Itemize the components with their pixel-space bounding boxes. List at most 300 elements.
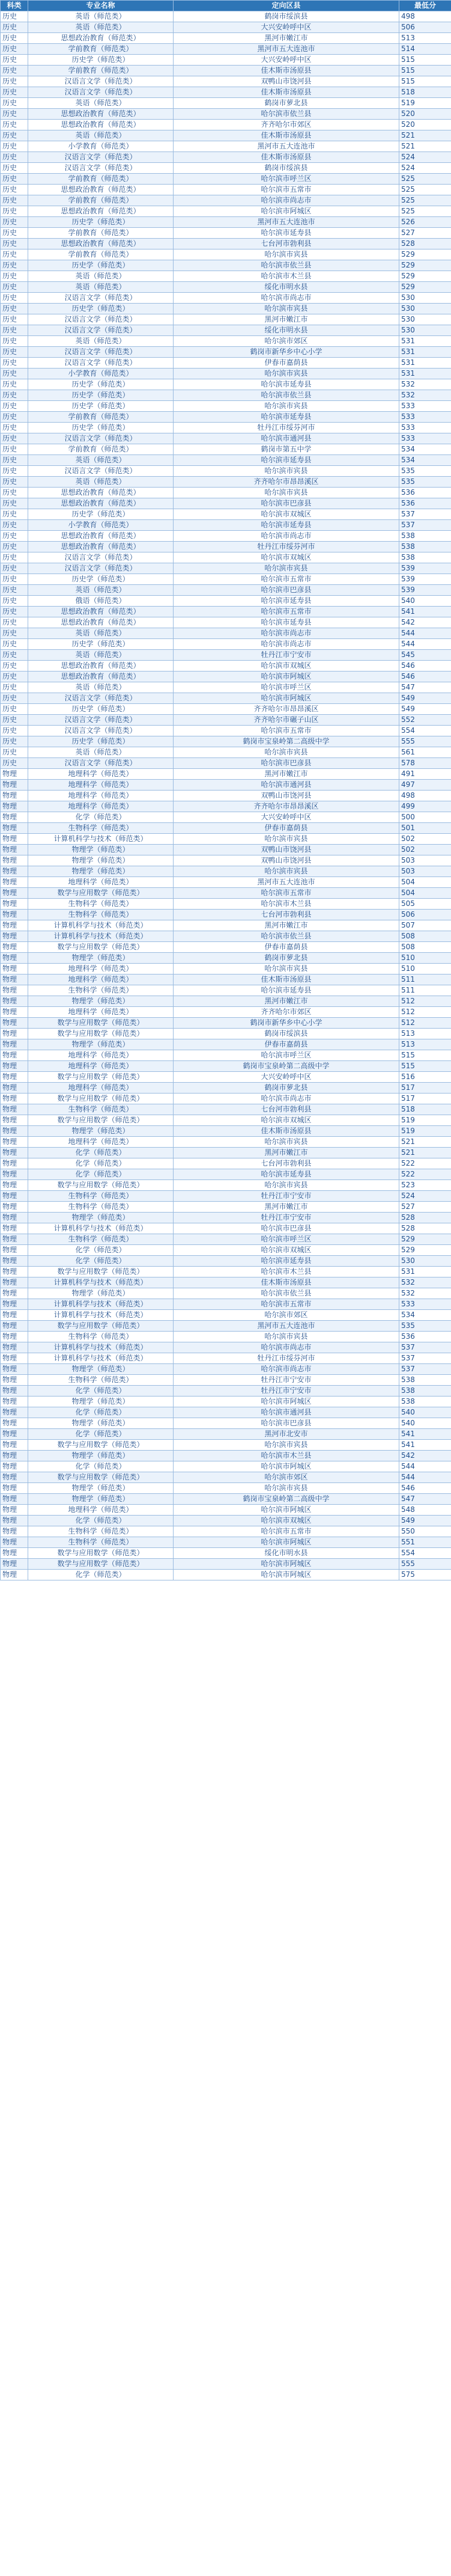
- subject-cell: 物理: [1, 910, 28, 920]
- region-cell: 哈尔滨市呼兰区: [174, 682, 399, 693]
- subject-cell: 物理: [1, 1526, 28, 1537]
- region-cell: 双鸭山市饶河县: [174, 76, 399, 87]
- region-cell: 牡丹江市绥芬河市: [174, 1353, 399, 1364]
- region-cell: 伊春市嘉荫县: [174, 358, 399, 369]
- major-cell: 计算机科学与技术（师范类）: [28, 920, 174, 931]
- subject-cell: 物理: [1, 942, 28, 953]
- subject-cell: 历史: [1, 217, 28, 228]
- subject-cell: 历史: [1, 433, 28, 444]
- table-row: [1, 650, 451, 661]
- major-cell: 思想政治教育（师范类）: [28, 672, 174, 682]
- major-cell: 汉语言文学（师范类）: [28, 152, 174, 163]
- major-cell: 历史学（师范类）: [28, 639, 174, 650]
- region-cell: 哈尔滨市尚志市: [174, 1094, 399, 1104]
- min-score-cell: 520: [399, 109, 451, 120]
- table-row: [1, 314, 451, 325]
- region-cell: 哈尔滨市宾县: [174, 1180, 399, 1191]
- table-row: [1, 769, 451, 780]
- table-row: [1, 1472, 451, 1483]
- table-row: [1, 466, 451, 477]
- major-cell: 俄语（师范类）: [28, 596, 174, 607]
- subject-cell: 物理: [1, 1353, 28, 1364]
- min-score-cell: 502: [399, 834, 451, 845]
- region-cell: 佳木斯市汤原县: [174, 87, 399, 98]
- subject-cell: 物理: [1, 1094, 28, 1104]
- major-cell: 物理学（师范类）: [28, 1213, 174, 1223]
- table-row: [1, 910, 451, 920]
- subject-cell: 历史: [1, 141, 28, 152]
- table-row: [1, 1137, 451, 1148]
- major-cell: 物理学（师范类）: [28, 1364, 174, 1375]
- major-cell: 汉语言文学（师范类）: [28, 563, 174, 574]
- table-row: [1, 866, 451, 877]
- min-score-cell: 517: [399, 1083, 451, 1094]
- table-row: [1, 736, 451, 747]
- major-cell: 英语（师范类）: [28, 628, 174, 639]
- table-row: [1, 964, 451, 974]
- major-cell: 英语（师范类）: [28, 98, 174, 109]
- min-score-cell: 526: [399, 217, 451, 228]
- min-score-cell: 508: [399, 931, 451, 942]
- region-cell: 哈尔滨市阿城区: [174, 1537, 399, 1548]
- region-cell: 哈尔滨市宾县: [174, 964, 399, 974]
- min-score-cell: 529: [399, 1234, 451, 1245]
- subject-cell: 物理: [1, 899, 28, 910]
- min-score-cell: 552: [399, 715, 451, 726]
- table-row: [1, 672, 451, 682]
- region-cell: 哈尔滨市阿城区: [174, 206, 399, 217]
- major-cell: 生物科学（师范类）: [28, 823, 174, 834]
- subject-cell: 物理: [1, 834, 28, 845]
- region-cell: 哈尔滨市宾县: [174, 401, 399, 412]
- table-row: [1, 249, 451, 260]
- table-row: [1, 390, 451, 401]
- min-score-cell: 505: [399, 899, 451, 910]
- region-cell: 黑河市嫩江市: [174, 33, 399, 44]
- subject-cell: 历史: [1, 672, 28, 682]
- subject-cell: 历史: [1, 693, 28, 704]
- min-score-cell: 513: [399, 33, 451, 44]
- subject-cell: 历史: [1, 120, 28, 130]
- table-row: [1, 1267, 451, 1277]
- table-row: [1, 1256, 451, 1267]
- subject-cell: 物理: [1, 1364, 28, 1375]
- subject-cell: 历史: [1, 488, 28, 498]
- min-score-cell: 529: [399, 1245, 451, 1256]
- subject-cell: 物理: [1, 1461, 28, 1472]
- table-row: [1, 996, 451, 1007]
- major-cell: 汉语言文学（师范类）: [28, 715, 174, 726]
- region-cell: 哈尔滨市尚志市: [174, 639, 399, 650]
- major-cell: 物理学（师范类）: [28, 1039, 174, 1050]
- region-cell: 哈尔滨市阿城区: [174, 693, 399, 704]
- min-score-cell: 578: [399, 758, 451, 769]
- region-cell: 哈尔滨市通河县: [174, 780, 399, 791]
- region-cell: 双鸭山市饶河县: [174, 791, 399, 801]
- min-score-cell: 541: [399, 1429, 451, 1440]
- subject-cell: 物理: [1, 1213, 28, 1223]
- min-score-cell: 520: [399, 120, 451, 130]
- major-cell: 生物科学（师范类）: [28, 1332, 174, 1342]
- region-cell: 鹤岗市新华乡中心小学: [174, 347, 399, 358]
- min-score-cell: 537: [399, 1353, 451, 1364]
- subject-cell: 历史: [1, 682, 28, 693]
- major-cell: 历史学（师范类）: [28, 379, 174, 390]
- table-row: [1, 855, 451, 866]
- major-cell: 化学（师范类）: [28, 1570, 174, 1580]
- major-cell: 历史学（师范类）: [28, 574, 174, 585]
- table-row: [1, 174, 451, 185]
- table-row: [1, 260, 451, 271]
- min-score-cell: 497: [399, 780, 451, 791]
- min-score-cell: 551: [399, 1537, 451, 1548]
- min-score-cell: 525: [399, 174, 451, 185]
- table-row: [1, 130, 451, 141]
- subject-cell: 历史: [1, 98, 28, 109]
- min-score-cell: 512: [399, 1018, 451, 1029]
- subject-cell: 历史: [1, 401, 28, 412]
- major-cell: 计算机科学与技术（师范类）: [28, 1299, 174, 1310]
- major-cell: 地理科学（师范类）: [28, 1083, 174, 1094]
- subject-cell: 历史: [1, 271, 28, 282]
- region-cell: 七台河市勃利县: [174, 239, 399, 249]
- region-cell: 黑河市五大连池市: [174, 217, 399, 228]
- min-score-cell: 536: [399, 488, 451, 498]
- min-score-cell: 514: [399, 44, 451, 55]
- table-row: [1, 920, 451, 931]
- table-row: [1, 1321, 451, 1332]
- min-score-cell: 541: [399, 607, 451, 617]
- min-score-cell: 547: [399, 1494, 451, 1505]
- table-row: [1, 87, 451, 98]
- table-row: [1, 66, 451, 76]
- major-cell: 汉语言文学（师范类）: [28, 325, 174, 336]
- subject-cell: 历史: [1, 639, 28, 650]
- major-cell: 化学（师范类）: [28, 1148, 174, 1158]
- table-row: [1, 704, 451, 715]
- subject-cell: 历史: [1, 704, 28, 715]
- subject-cell: 历史: [1, 185, 28, 195]
- region-cell: 哈尔滨市郊区: [174, 336, 399, 347]
- min-score-cell: 503: [399, 855, 451, 866]
- min-score-cell: 534: [399, 1310, 451, 1321]
- major-cell: 历史学（师范类）: [28, 423, 174, 433]
- major-cell: 数学与应用数学（师范类）: [28, 1072, 174, 1083]
- header-major: 专业名称: [28, 1, 174, 11]
- table-row: [1, 1180, 451, 1191]
- subject-cell: 物理: [1, 1483, 28, 1494]
- region-cell: 齐齐哈尔市昂昂溪区: [174, 801, 399, 812]
- table-row: [1, 1007, 451, 1018]
- region-cell: 哈尔滨市五常市: [174, 726, 399, 736]
- table-row: [1, 141, 451, 152]
- table-row: [1, 1039, 451, 1050]
- region-cell: 黑河市五大连池市: [174, 877, 399, 888]
- table-row: [1, 206, 451, 217]
- major-cell: 化学（师范类）: [28, 1461, 174, 1472]
- min-score-cell: 516: [399, 1072, 451, 1083]
- subject-cell: 历史: [1, 282, 28, 293]
- major-cell: 学前教育（师范类）: [28, 174, 174, 185]
- region-cell: 哈尔滨市尚志市: [174, 1342, 399, 1353]
- subject-cell: 历史: [1, 358, 28, 369]
- major-cell: 地理科学（师范类）: [28, 780, 174, 791]
- region-cell: 哈尔滨市郊区: [174, 1472, 399, 1483]
- min-score-cell: 518: [399, 1104, 451, 1115]
- table-row: [1, 325, 451, 336]
- major-cell: 物理学（师范类）: [28, 953, 174, 964]
- region-cell: 齐齐哈尔市郊区: [174, 120, 399, 130]
- major-cell: 汉语言文学（师范类）: [28, 466, 174, 477]
- min-score-cell: 491: [399, 769, 451, 780]
- subject-cell: 历史: [1, 336, 28, 347]
- table-row: [1, 758, 451, 769]
- major-cell: 小学教育（师范类）: [28, 520, 174, 531]
- min-score-cell: 525: [399, 206, 451, 217]
- major-cell: 汉语言文学（师范类）: [28, 433, 174, 444]
- table-row: [1, 628, 451, 639]
- region-cell: 伊春市嘉荫县: [174, 823, 399, 834]
- table-row: [1, 639, 451, 650]
- table-row: [1, 953, 451, 964]
- subject-cell: 物理: [1, 1386, 28, 1397]
- min-score-cell: 538: [399, 1397, 451, 1407]
- min-score-cell: 534: [399, 444, 451, 455]
- major-cell: 地理科学（师范类）: [28, 1137, 174, 1148]
- subject-cell: 历史: [1, 314, 28, 325]
- region-cell: 哈尔滨市延寿县: [174, 1169, 399, 1180]
- major-cell: 物理学（师范类）: [28, 1451, 174, 1461]
- subject-cell: 历史: [1, 509, 28, 520]
- table-row: [1, 22, 451, 33]
- major-cell: 英语（师范类）: [28, 271, 174, 282]
- table-row: [1, 715, 451, 726]
- min-score-cell: 504: [399, 877, 451, 888]
- major-cell: 汉语言文学（师范类）: [28, 758, 174, 769]
- subject-cell: 物理: [1, 812, 28, 823]
- table-row: [1, 1537, 451, 1548]
- subject-cell: 物理: [1, 1537, 28, 1548]
- min-score-cell: 537: [399, 520, 451, 531]
- subject-cell: 历史: [1, 520, 28, 531]
- table-row: [1, 520, 451, 531]
- table-row: [1, 1191, 451, 1202]
- subject-cell: 物理: [1, 920, 28, 931]
- subject-cell: 历史: [1, 563, 28, 574]
- major-cell: 化学（师范类）: [28, 1256, 174, 1267]
- region-cell: 哈尔滨市延寿县: [174, 455, 399, 466]
- table-row: [1, 1018, 451, 1029]
- region-cell: 哈尔滨市延寿县: [174, 596, 399, 607]
- min-score-cell: 531: [399, 1267, 451, 1277]
- region-cell: 哈尔滨市阿城区: [174, 1559, 399, 1570]
- min-score-cell: 511: [399, 974, 451, 985]
- subject-cell: 物理: [1, 866, 28, 877]
- table-row: [1, 228, 451, 239]
- table-row: [1, 877, 451, 888]
- min-score-cell: 513: [399, 1029, 451, 1039]
- min-score-cell: 530: [399, 1256, 451, 1267]
- region-cell: 黑河市嫩江市: [174, 314, 399, 325]
- region-cell: 哈尔滨市延寿县: [174, 520, 399, 531]
- subject-cell: 物理: [1, 953, 28, 964]
- major-cell: 思想政治教育（师范类）: [28, 617, 174, 628]
- subject-cell: 物理: [1, 1061, 28, 1072]
- major-cell: 汉语言文学（师范类）: [28, 347, 174, 358]
- major-cell: 数学与应用数学（师范类）: [28, 1559, 174, 1570]
- subject-cell: 物理: [1, 823, 28, 834]
- table-row: [1, 1342, 451, 1353]
- region-cell: 哈尔滨市五常市: [174, 607, 399, 617]
- region-cell: 哈尔滨市阿城区: [174, 1397, 399, 1407]
- min-score-cell: 506: [399, 22, 451, 33]
- region-cell: 黑河市五大连池市: [174, 44, 399, 55]
- major-cell: 汉语言文学（师范类）: [28, 87, 174, 98]
- subject-cell: 物理: [1, 1137, 28, 1148]
- subject-cell: 历史: [1, 617, 28, 628]
- major-cell: 计算机科学与技术（师范类）: [28, 1342, 174, 1353]
- major-cell: 物理学（师范类）: [28, 1418, 174, 1429]
- major-cell: 化学（师范类）: [28, 1516, 174, 1526]
- min-score-cell: 517: [399, 1094, 451, 1104]
- major-cell: 物理学（师范类）: [28, 1288, 174, 1299]
- table-row: [1, 1353, 451, 1364]
- region-cell: 齐齐哈尔市郊区: [174, 1007, 399, 1018]
- min-score-cell: 542: [399, 617, 451, 628]
- region-cell: 佳木斯市汤原县: [174, 1126, 399, 1137]
- subject-cell: 物理: [1, 1234, 28, 1245]
- header-min-score: 最低分: [399, 1, 451, 11]
- major-cell: 数学与应用数学（师范类）: [28, 1548, 174, 1559]
- table-row: [1, 185, 451, 195]
- region-cell: 黑河市嫩江市: [174, 1148, 399, 1158]
- table-row: [1, 1429, 451, 1440]
- region-cell: 哈尔滨市延寿县: [174, 1256, 399, 1267]
- major-cell: 数学与应用数学（师范类）: [28, 1029, 174, 1039]
- min-score-cell: 540: [399, 1418, 451, 1429]
- table-row: [1, 1494, 451, 1505]
- subject-cell: 历史: [1, 11, 28, 22]
- major-cell: 思想政治教育（师范类）: [28, 33, 174, 44]
- major-cell: 化学（师范类）: [28, 1407, 174, 1418]
- table-row: [1, 1148, 451, 1158]
- subject-cell: 物理: [1, 855, 28, 866]
- major-cell: 学前教育（师范类）: [28, 412, 174, 423]
- subject-cell: 历史: [1, 325, 28, 336]
- min-score-cell: 537: [399, 509, 451, 520]
- region-cell: 伊春市嘉荫县: [174, 1039, 399, 1050]
- min-score-cell: 539: [399, 585, 451, 596]
- subject-cell: 历史: [1, 239, 28, 249]
- table-row: [1, 531, 451, 542]
- major-cell: 历史学（师范类）: [28, 736, 174, 747]
- major-cell: 生物科学（师范类）: [28, 1234, 174, 1245]
- subject-cell: 物理: [1, 985, 28, 996]
- region-cell: 黑河市嫩江市: [174, 769, 399, 780]
- major-cell: 英语（师范类）: [28, 11, 174, 22]
- subject-cell: 物理: [1, 769, 28, 780]
- subject-cell: 历史: [1, 498, 28, 509]
- min-score-cell: 501: [399, 823, 451, 834]
- major-cell: 学前教育（师范类）: [28, 195, 174, 206]
- min-score-cell: 530: [399, 314, 451, 325]
- region-cell: 大兴安岭呼中区: [174, 1072, 399, 1083]
- region-cell: 哈尔滨市五常市: [174, 888, 399, 899]
- table-row: [1, 412, 451, 423]
- table-row: [1, 585, 451, 596]
- region-cell: 哈尔滨市巴彦县: [174, 498, 399, 509]
- region-cell: 黑河市北安市: [174, 1429, 399, 1440]
- region-cell: 哈尔滨市依兰县: [174, 260, 399, 271]
- subject-cell: 物理: [1, 1342, 28, 1353]
- table-row: [1, 726, 451, 736]
- header-region: 定向区县: [174, 1, 399, 11]
- region-cell: 哈尔滨市双城区: [174, 1115, 399, 1126]
- major-cell: 生物科学（师范类）: [28, 1104, 174, 1115]
- major-cell: 地理科学（师范类）: [28, 769, 174, 780]
- subject-cell: 物理: [1, 1516, 28, 1526]
- table-row: [1, 1061, 451, 1072]
- table-row: [1, 33, 451, 44]
- region-cell: 牡丹江市宁安市: [174, 650, 399, 661]
- subject-cell: 物理: [1, 1440, 28, 1451]
- region-cell: 哈尔滨市双城区: [174, 509, 399, 520]
- min-score-cell: 546: [399, 661, 451, 672]
- major-cell: 英语（师范类）: [28, 682, 174, 693]
- major-cell: 思想政治教育（师范类）: [28, 607, 174, 617]
- table-row: [1, 791, 451, 801]
- region-cell: 哈尔滨市双城区: [174, 661, 399, 672]
- major-cell: 英语（师范类）: [28, 477, 174, 488]
- subject-cell: 历史: [1, 661, 28, 672]
- major-cell: 思想政治教育（师范类）: [28, 531, 174, 542]
- min-score-cell: 529: [399, 271, 451, 282]
- min-score-cell: 519: [399, 98, 451, 109]
- region-cell: 绥化市明水县: [174, 325, 399, 336]
- min-score-cell: 535: [399, 466, 451, 477]
- region-cell: 鹤岗市绥滨县: [174, 1029, 399, 1039]
- min-score-cell: 521: [399, 1137, 451, 1148]
- min-score-cell: 524: [399, 163, 451, 174]
- table-row: [1, 271, 451, 282]
- subject-cell: 物理: [1, 877, 28, 888]
- region-cell: 哈尔滨市延寿县: [174, 985, 399, 996]
- major-cell: 思想政治教育（师范类）: [28, 239, 174, 249]
- region-cell: 佳木斯市汤原县: [174, 1277, 399, 1288]
- subject-cell: 历史: [1, 552, 28, 563]
- table-row: [1, 1104, 451, 1115]
- min-score-cell: 531: [399, 369, 451, 379]
- subject-cell: 物理: [1, 1407, 28, 1418]
- region-cell: 哈尔滨市宾县: [174, 1483, 399, 1494]
- major-cell: 地理科学（师范类）: [28, 1505, 174, 1516]
- subject-cell: 历史: [1, 412, 28, 423]
- subject-cell: 物理: [1, 888, 28, 899]
- region-cell: 绥化市明水县: [174, 1548, 399, 1559]
- header-subject: 科类: [1, 1, 28, 11]
- table-row: [1, 1570, 451, 1580]
- min-score-cell: 537: [399, 1364, 451, 1375]
- table-row: [1, 823, 451, 834]
- table-row: [1, 563, 451, 574]
- region-cell: 哈尔滨市通河县: [174, 1407, 399, 1418]
- region-cell: 鹤岗市第五中学: [174, 444, 399, 455]
- table-row: [1, 152, 451, 163]
- region-cell: 大兴安岭呼中区: [174, 22, 399, 33]
- subject-cell: 物理: [1, 1429, 28, 1440]
- table-row: [1, 888, 451, 899]
- major-cell: 汉语言文学（师范类）: [28, 76, 174, 87]
